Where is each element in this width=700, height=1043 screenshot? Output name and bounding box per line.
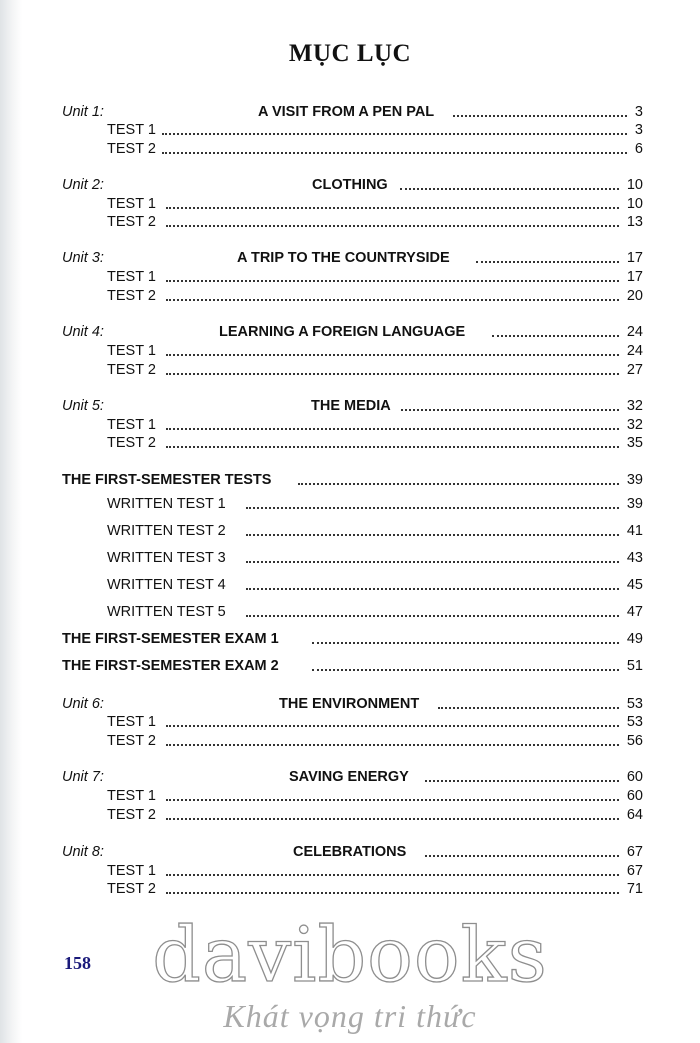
page-ref: 24 bbox=[626, 324, 643, 340]
page-number: 158 bbox=[64, 953, 91, 973]
page-ref: 39 bbox=[626, 472, 643, 488]
section-label: THE FIRST-SEMESTER TESTS bbox=[62, 472, 272, 488]
dot-leader bbox=[438, 704, 619, 709]
unit-label: Unit 5: bbox=[62, 398, 104, 414]
test-label: TEST 2 bbox=[107, 288, 156, 304]
dot-leader bbox=[246, 504, 619, 509]
unit-row bbox=[0, 768, 700, 786]
test-row bbox=[0, 732, 700, 750]
dot-leader bbox=[166, 796, 619, 801]
dot-leader bbox=[298, 480, 619, 485]
unit-title: A TRIP TO THE COUNTRYSIDE bbox=[237, 250, 450, 266]
page-ref: 67 bbox=[626, 863, 643, 879]
page-ref: 10 bbox=[626, 196, 643, 212]
test-label: TEST 1 bbox=[107, 863, 156, 879]
dot-leader bbox=[166, 222, 619, 227]
page-ref: 56 bbox=[626, 733, 643, 749]
dot-leader bbox=[166, 889, 619, 894]
test-label: TEST 1 bbox=[107, 196, 156, 212]
dot-leader bbox=[166, 741, 619, 746]
unit-title: LEARNING A FOREIGN LANGUAGE bbox=[219, 324, 466, 340]
test-row bbox=[0, 880, 700, 898]
page-ref: 17 bbox=[626, 269, 643, 285]
page-ref: 24 bbox=[626, 343, 643, 359]
page-ref: 60 bbox=[626, 769, 643, 785]
dot-leader bbox=[166, 443, 619, 448]
test-row bbox=[0, 713, 700, 731]
test-label: TEST 1 bbox=[107, 343, 156, 359]
exam-row bbox=[0, 630, 700, 648]
written-test-row bbox=[0, 603, 700, 621]
page-ref: 20 bbox=[626, 288, 643, 304]
test-label: TEST 2 bbox=[107, 141, 156, 157]
dot-leader bbox=[492, 332, 619, 337]
test-row bbox=[0, 361, 700, 379]
test-row bbox=[0, 806, 700, 824]
dot-leader bbox=[162, 130, 627, 135]
page-ref: 67 bbox=[626, 844, 643, 860]
dot-leader bbox=[312, 666, 619, 671]
written-test-label: WRITTEN TEST 4 bbox=[107, 577, 226, 593]
page-ref: 35 bbox=[626, 435, 643, 451]
test-row bbox=[0, 287, 700, 305]
written-test-label: WRITTEN TEST 5 bbox=[107, 604, 226, 620]
dot-leader bbox=[166, 277, 619, 282]
page-ref: 3 bbox=[634, 122, 643, 138]
page-ref: 3 bbox=[634, 104, 643, 120]
page-ref: 41 bbox=[626, 523, 643, 539]
dot-leader bbox=[453, 112, 627, 117]
test-row bbox=[0, 862, 700, 880]
page-ref: 60 bbox=[626, 788, 643, 804]
test-label: TEST 1 bbox=[107, 788, 156, 804]
unit-label: Unit 8: bbox=[62, 844, 104, 860]
unit-row bbox=[0, 103, 700, 121]
test-label: TEST 2 bbox=[107, 807, 156, 823]
test-label: TEST 1 bbox=[107, 269, 156, 285]
unit-title: SAVING ENERGY bbox=[289, 769, 409, 785]
unit-row bbox=[0, 249, 700, 267]
test-row bbox=[0, 787, 700, 805]
dot-leader bbox=[246, 585, 619, 590]
page-ref: 6 bbox=[634, 141, 643, 157]
page-ref: 45 bbox=[626, 577, 643, 593]
unit-row bbox=[0, 843, 700, 861]
written-test-row bbox=[0, 576, 700, 594]
dot-leader bbox=[246, 531, 619, 536]
written-test-row bbox=[0, 549, 700, 567]
unit-label: Unit 2: bbox=[62, 177, 104, 193]
watermark-logo: davibooks bbox=[152, 910, 548, 999]
written-test-label: WRITTEN TEST 1 bbox=[107, 496, 226, 512]
page-ref: 49 bbox=[626, 631, 643, 647]
page-ref: 13 bbox=[626, 214, 643, 230]
unit-label: Unit 1: bbox=[62, 104, 104, 120]
dot-leader bbox=[401, 406, 619, 411]
page-ref: 51 bbox=[626, 658, 643, 674]
dot-leader bbox=[166, 871, 619, 876]
dot-leader bbox=[162, 149, 627, 154]
dot-leader bbox=[166, 815, 619, 820]
page-ref: 32 bbox=[626, 417, 643, 433]
dot-leader bbox=[425, 777, 619, 782]
unit-label: Unit 7: bbox=[62, 769, 104, 785]
test-label: TEST 2 bbox=[107, 214, 156, 230]
page-ref: 17 bbox=[626, 250, 643, 266]
unit-label: Unit 3: bbox=[62, 250, 104, 266]
page-title: MỤC LỤC bbox=[288, 40, 412, 67]
page-ref: 53 bbox=[626, 696, 643, 712]
unit-row bbox=[0, 176, 700, 194]
test-label: TEST 1 bbox=[107, 714, 156, 730]
test-row bbox=[0, 140, 700, 158]
test-row bbox=[0, 213, 700, 231]
written-test-row bbox=[0, 495, 700, 513]
written-test-label: WRITTEN TEST 2 bbox=[107, 523, 226, 539]
dot-leader bbox=[476, 258, 619, 263]
test-row bbox=[0, 342, 700, 360]
dot-leader bbox=[312, 639, 619, 644]
test-row bbox=[0, 121, 700, 139]
unit-title: THE ENVIRONMENT bbox=[279, 696, 420, 712]
page-ref: 53 bbox=[626, 714, 643, 730]
page-ref: 39 bbox=[626, 496, 643, 512]
unit-title: THE MEDIA bbox=[311, 398, 391, 414]
exam-row bbox=[0, 657, 700, 675]
section-row bbox=[0, 471, 700, 489]
unit-title: CLOTHING bbox=[312, 177, 388, 193]
page-ref: 71 bbox=[626, 881, 643, 897]
unit-row bbox=[0, 323, 700, 341]
page-ref: 64 bbox=[626, 807, 643, 823]
watermark-slogan: Khát vọng tri thức bbox=[223, 998, 477, 1034]
unit-row bbox=[0, 397, 700, 415]
test-label: TEST 2 bbox=[107, 733, 156, 749]
exam-label: THE FIRST-SEMESTER EXAM 1 bbox=[62, 631, 279, 647]
dot-leader bbox=[166, 351, 619, 356]
exam-label: THE FIRST-SEMESTER EXAM 2 bbox=[62, 658, 279, 674]
written-test-label: WRITTEN TEST 3 bbox=[107, 550, 226, 566]
unit-title: A VISIT FROM A PEN PAL bbox=[258, 104, 435, 120]
dot-leader bbox=[246, 612, 619, 617]
test-row bbox=[0, 416, 700, 434]
written-test-row bbox=[0, 522, 700, 540]
test-label: TEST 2 bbox=[107, 362, 156, 378]
dot-leader bbox=[166, 370, 619, 375]
dot-leader bbox=[166, 296, 619, 301]
test-row bbox=[0, 195, 700, 213]
test-label: TEST 1 bbox=[107, 417, 156, 433]
dot-leader bbox=[400, 185, 619, 190]
page-ref: 47 bbox=[626, 604, 643, 620]
test-row bbox=[0, 268, 700, 286]
page-ref: 43 bbox=[626, 550, 643, 566]
dot-leader bbox=[166, 425, 619, 430]
unit-title: CELEBRATIONS bbox=[293, 844, 407, 860]
dot-leader bbox=[166, 722, 619, 727]
page-ref: 32 bbox=[626, 398, 643, 414]
test-label: TEST 2 bbox=[107, 435, 156, 451]
test-label: TEST 1 bbox=[107, 122, 156, 138]
test-row bbox=[0, 434, 700, 452]
unit-label: Unit 4: bbox=[62, 324, 104, 340]
dot-leader bbox=[246, 558, 619, 563]
page-ref: 10 bbox=[626, 177, 643, 193]
dot-leader bbox=[166, 204, 619, 209]
page-ref: 27 bbox=[626, 362, 643, 378]
dot-leader bbox=[425, 852, 619, 857]
test-label: TEST 2 bbox=[107, 881, 156, 897]
unit-label: Unit 6: bbox=[62, 696, 104, 712]
unit-row bbox=[0, 695, 700, 713]
